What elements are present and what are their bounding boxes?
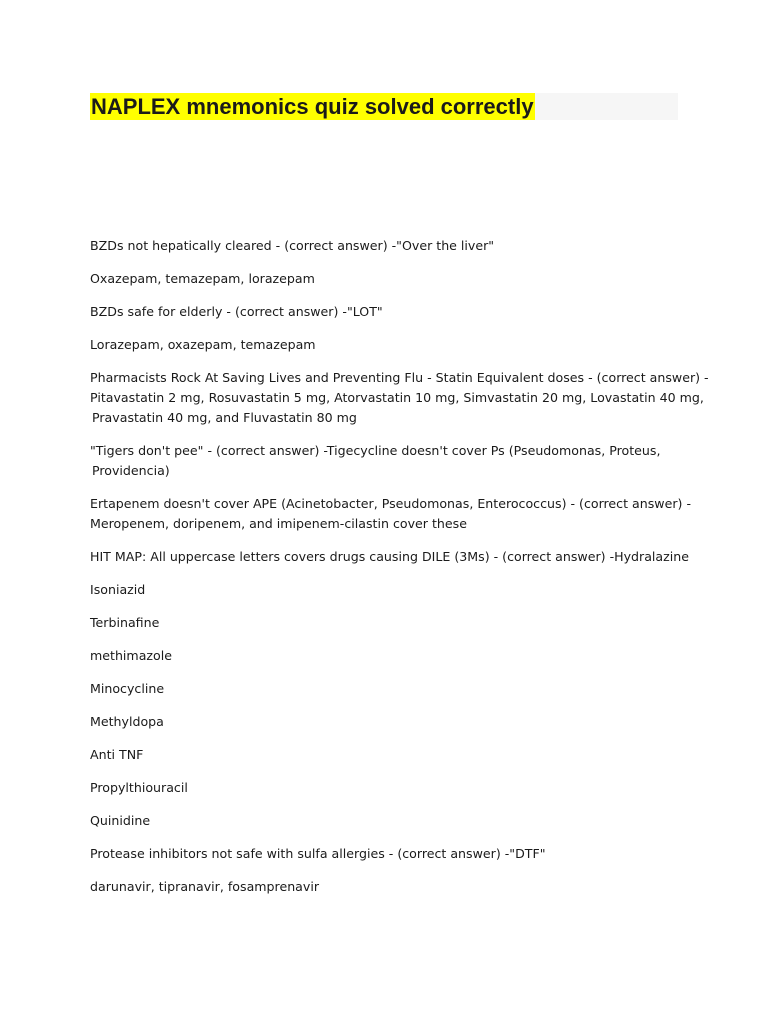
text-line: Anti TNF xyxy=(90,747,144,762)
text-line: Pharmacists Rock At Saving Lives and Preventing Flu - Statin Equivalent doses - (correct answer) - xyxy=(90,370,709,385)
document-title: NAPLEX mnemonics quiz solved correctly xyxy=(91,94,534,119)
paragraph xyxy=(90,547,689,567)
paragraph xyxy=(90,811,670,831)
text-line: Meropenem, doripenem, and imipenem-cilastin cover these xyxy=(90,516,467,531)
paragraph xyxy=(90,441,670,481)
paragraph xyxy=(90,302,670,322)
document-body xyxy=(90,236,709,910)
text-line: Quinidine xyxy=(90,813,151,828)
paragraph xyxy=(90,335,670,355)
text-line: Protease inhibitors not safe with sulfa allergies - (correct answer) -"DTF" xyxy=(90,846,546,861)
paragraph xyxy=(90,646,670,666)
paragraph xyxy=(90,368,709,428)
paragraph xyxy=(90,745,670,765)
paragraph xyxy=(90,844,670,864)
paragraph xyxy=(90,712,670,732)
text-line: "Tigers don't pee" - (correct answer) -Tigecycline doesn't cover Ps (Pseudomonas, Proteus, xyxy=(90,443,661,458)
text-line: BZDs safe for elderly - (correct answer) -"LOT" xyxy=(90,304,383,319)
text-line: Ertapenem doesn't cover APE (Acinetobacter, Pseudomonas, Enterococcus) - (correct answer) - xyxy=(90,496,691,511)
text-line: BZDs not hepatically cleared - (correct answer) -"Over the liver" xyxy=(90,238,495,253)
paragraph xyxy=(90,877,670,897)
text-line: Methyldopa xyxy=(90,714,164,729)
paragraph xyxy=(90,494,691,534)
paragraph xyxy=(90,580,670,600)
text-line: Pitavastatin 2 mg, Rosuvastatin 5 mg, Atorvastatin 10 mg, Simvastatin 20 mg, Lovastatin 40 mg, xyxy=(90,390,704,405)
text-line: Providencia) xyxy=(92,463,170,478)
text-line: Isoniazid xyxy=(90,582,146,597)
text-line: Pravastatin 40 mg, and Fluvastatin 80 mg xyxy=(92,410,357,425)
text-line: methimazole xyxy=(90,648,172,663)
paragraph xyxy=(90,236,670,256)
paragraph xyxy=(90,613,670,633)
text-line: Terbinafine xyxy=(90,615,160,630)
text-line: HIT MAP: All uppercase letters covers drugs causing DILE (3Ms) - (correct answer) -Hydralazine xyxy=(90,549,689,564)
text-line: darunavir, tipranavir, fosamprenavir xyxy=(90,879,320,894)
paragraph xyxy=(90,778,670,798)
text-line: Oxazepam, temazepam, lorazepam xyxy=(90,271,315,286)
text-line: Propylthiouracil xyxy=(90,780,188,795)
text-line: Minocycline xyxy=(90,681,165,696)
paragraph xyxy=(90,679,670,699)
text-line: Lorazepam, oxazepam, temazepam xyxy=(90,337,316,352)
paragraph xyxy=(90,269,670,289)
